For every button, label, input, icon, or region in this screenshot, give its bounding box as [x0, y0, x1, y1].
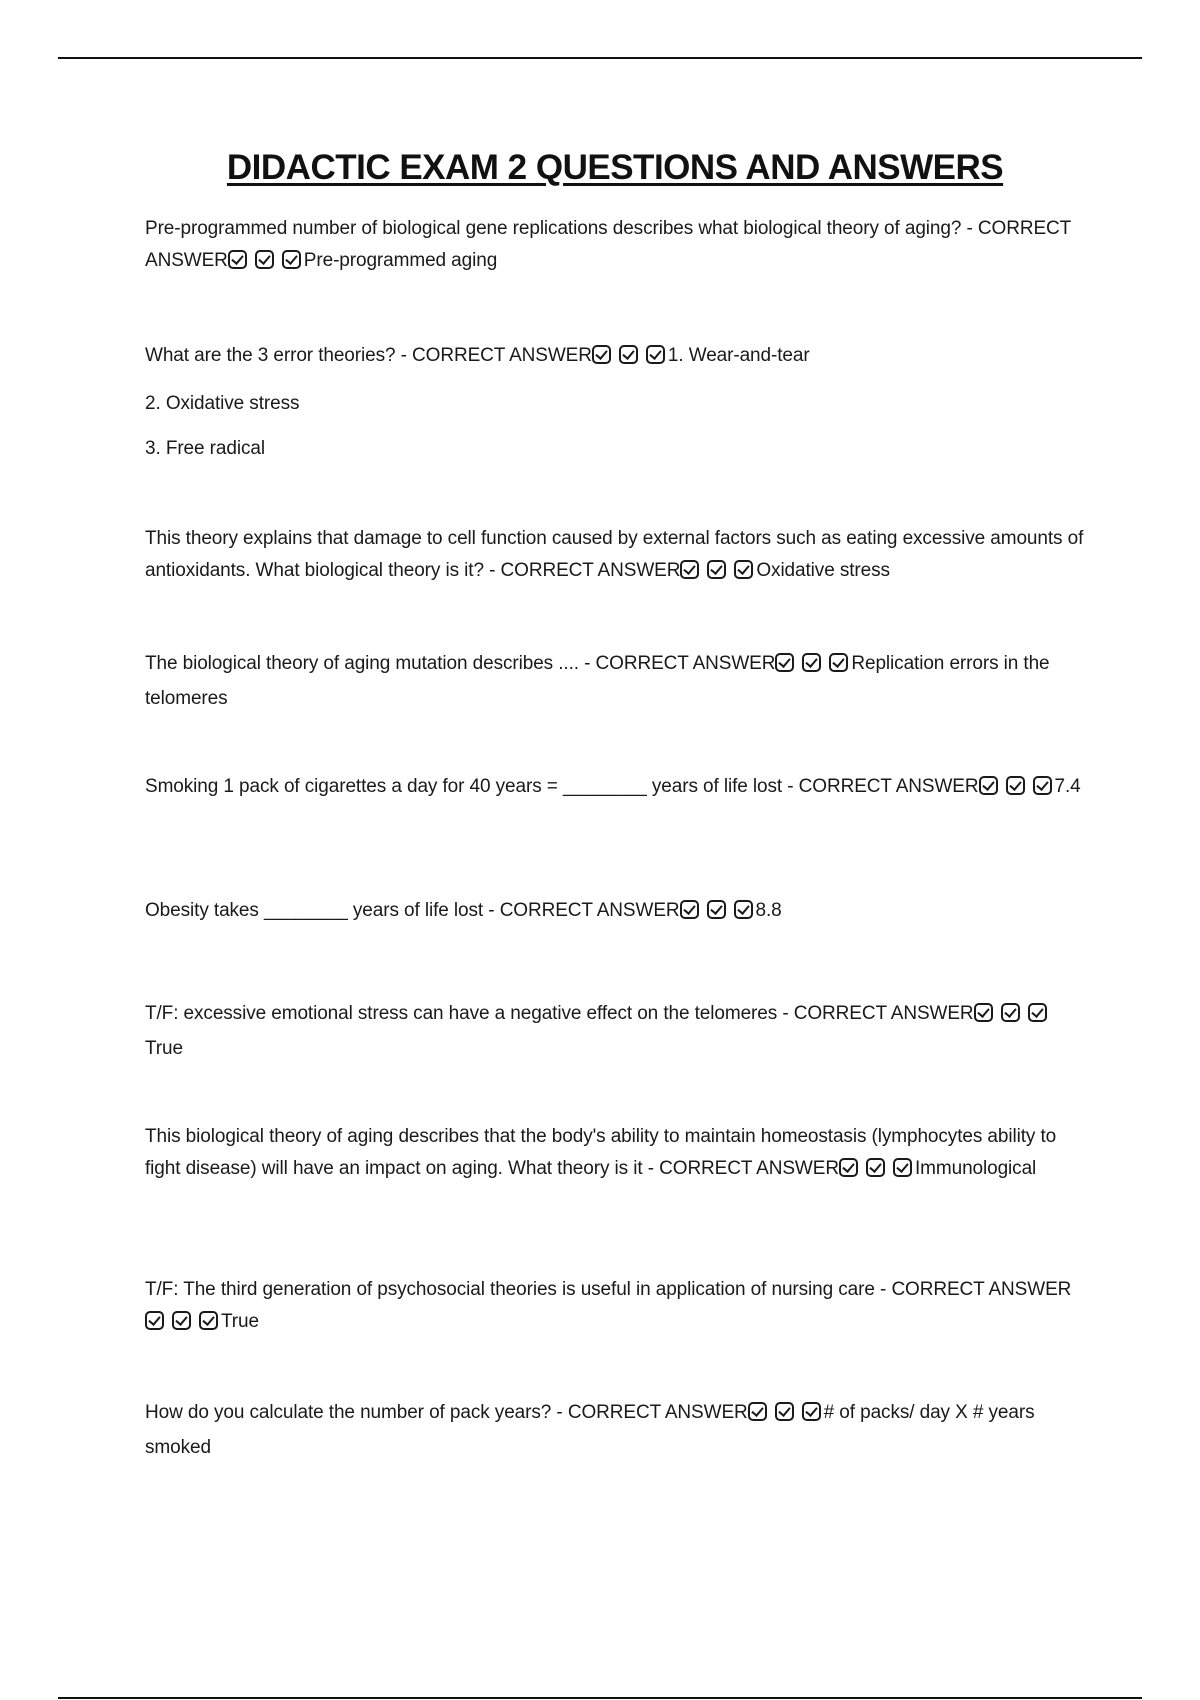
checkbox-checked-icon	[829, 653, 848, 672]
question-text: T/F: excessive emotional stress can have a negative effect on the telomeres -	[145, 1003, 794, 1024]
checkmarks	[680, 558, 755, 590]
checkbox-checked-icon	[1001, 1003, 1020, 1022]
checkmarks	[839, 1156, 914, 1188]
checkbox-checked-icon	[172, 1311, 191, 1330]
qa-item	[145, 1121, 1085, 1188]
checkbox-checked-icon	[199, 1311, 218, 1330]
question-text: This theory explains that damage to cell function caused by external factors such as eating excessive amounts of antioxidants. What biological theory is it? -	[145, 528, 1084, 581]
question-text: This biological theory of aging describes that the body's ability to maintain homeostasis (lymphocytes ability to fight disease) will have an impact on aging. What theory is it -	[145, 1126, 1057, 1179]
question-line	[145, 1121, 1085, 1188]
checkbox-checked-icon	[282, 250, 301, 269]
question-text: How do you calculate the number of pack years? -	[145, 1402, 568, 1423]
checkbox-checked-icon	[1028, 1003, 1047, 1022]
answer-text: True	[221, 1311, 259, 1332]
qa-item	[145, 213, 1085, 280]
checkbox-checked-icon	[802, 653, 821, 672]
checkmarks	[228, 248, 303, 280]
checkmarks	[775, 651, 850, 683]
checkbox-checked-icon	[145, 1311, 164, 1330]
footer-rule	[58, 1697, 1142, 1699]
answer-text: 7.4	[1054, 776, 1081, 797]
question-text: The biological theory of aging mutation describes .... -	[145, 653, 596, 674]
question-line	[145, 523, 1085, 590]
answer-text: Oxidative stress	[756, 560, 890, 581]
correct-answer-label: CORRECT ANSWER	[793, 1003, 974, 1024]
answer-list-item: 2. Oxidative stress	[145, 393, 300, 414]
checkmarks	[145, 1309, 220, 1341]
answer-text: Replication errors in the telomeres	[145, 653, 1050, 709]
qa-item	[145, 895, 1085, 930]
checkbox-checked-icon	[228, 250, 247, 269]
question-line	[145, 340, 1085, 375]
checkbox-checked-icon	[680, 900, 699, 919]
question-line	[145, 1274, 1085, 1341]
question-text: What are the 3 error theories? -	[145, 345, 413, 366]
question-text: Pre-programmed number of biological gene replications describes what biological theory of aging? -	[145, 218, 978, 239]
question-line	[145, 771, 1085, 806]
qa-item	[145, 1274, 1085, 1341]
question-line	[145, 895, 1085, 930]
correct-answer-label: CORRECT ANSWER	[595, 653, 776, 674]
qa-item	[145, 771, 1085, 806]
checkbox-checked-icon	[775, 653, 794, 672]
qa-item	[145, 998, 1085, 1065]
checkbox-checked-icon	[775, 1402, 794, 1421]
checkbox-checked-icon	[979, 776, 998, 795]
checkbox-checked-icon	[802, 1402, 821, 1421]
correct-answer-label: CORRECT ANSWER	[659, 1158, 839, 1179]
checkbox-checked-icon	[893, 1158, 912, 1177]
checkbox-checked-icon	[734, 900, 753, 919]
checkbox-checked-icon	[748, 1402, 767, 1421]
checkbox-checked-icon	[839, 1158, 858, 1177]
checkbox-checked-icon	[592, 345, 611, 364]
qa-item	[145, 1397, 1085, 1464]
correct-answer-label: CORRECT ANSWER	[567, 1402, 748, 1423]
answer-text: # of packs/ day X # years smoked	[145, 1402, 1035, 1458]
document-title: DIDACTIC EXAM 2 QUESTIONS AND ANSWERS	[226, 148, 1004, 187]
checkbox-checked-icon	[619, 345, 638, 364]
question-line	[145, 648, 1085, 715]
checkbox-checked-icon	[255, 250, 274, 269]
checkbox-checked-icon	[646, 345, 665, 364]
qa-item	[145, 648, 1085, 715]
checkmarks	[680, 898, 755, 930]
question-text: T/F: The third generation of psychosocial theories is useful in application of nursing care -	[145, 1279, 892, 1300]
qa-item	[145, 523, 1085, 590]
checkmarks	[592, 343, 667, 375]
question-line	[145, 1397, 1085, 1464]
checkmarks	[974, 1001, 1049, 1033]
checkmarks	[748, 1400, 823, 1432]
qa-item	[145, 340, 1085, 465]
checkbox-checked-icon	[1033, 776, 1052, 795]
correct-answer-label: CORRECT ANSWER	[499, 900, 680, 921]
answer-text: True	[145, 1038, 183, 1059]
question-line	[145, 998, 1085, 1065]
correct-answer-label: CORRECT ANSWER	[412, 345, 592, 366]
checkmarks	[979, 774, 1054, 806]
checkbox-checked-icon	[680, 560, 699, 579]
correct-answer-label: CORRECT ANSWER	[500, 560, 681, 581]
checkbox-checked-icon	[707, 560, 726, 579]
checkbox-checked-icon	[866, 1158, 885, 1177]
document-body	[145, 148, 1085, 1458]
checkbox-checked-icon	[734, 560, 753, 579]
correct-answer-label: CORRECT ANSWER	[798, 776, 979, 797]
answer-text: 8.8	[755, 900, 782, 921]
header-rule	[58, 57, 1142, 59]
answer-list-item: 3. Free radical	[145, 438, 265, 459]
answer-text: Pre-programmed aging	[303, 250, 498, 271]
checkbox-checked-icon	[974, 1003, 993, 1022]
question-line	[145, 213, 1085, 280]
question-text: Obesity takes ________ years of life lost -	[145, 900, 500, 921]
answer-text: Immunological	[914, 1158, 1037, 1179]
checkbox-checked-icon	[707, 900, 726, 919]
answer-text: 1. Wear-and-tear	[667, 345, 810, 366]
correct-answer-label: CORRECT ANSWER	[145, 218, 1071, 271]
question-text: Smoking 1 pack of cigarettes a day for 40 years = ________ years of life lost -	[145, 776, 799, 797]
checkbox-checked-icon	[1006, 776, 1025, 795]
correct-answer-label: CORRECT ANSWER	[891, 1279, 1072, 1300]
